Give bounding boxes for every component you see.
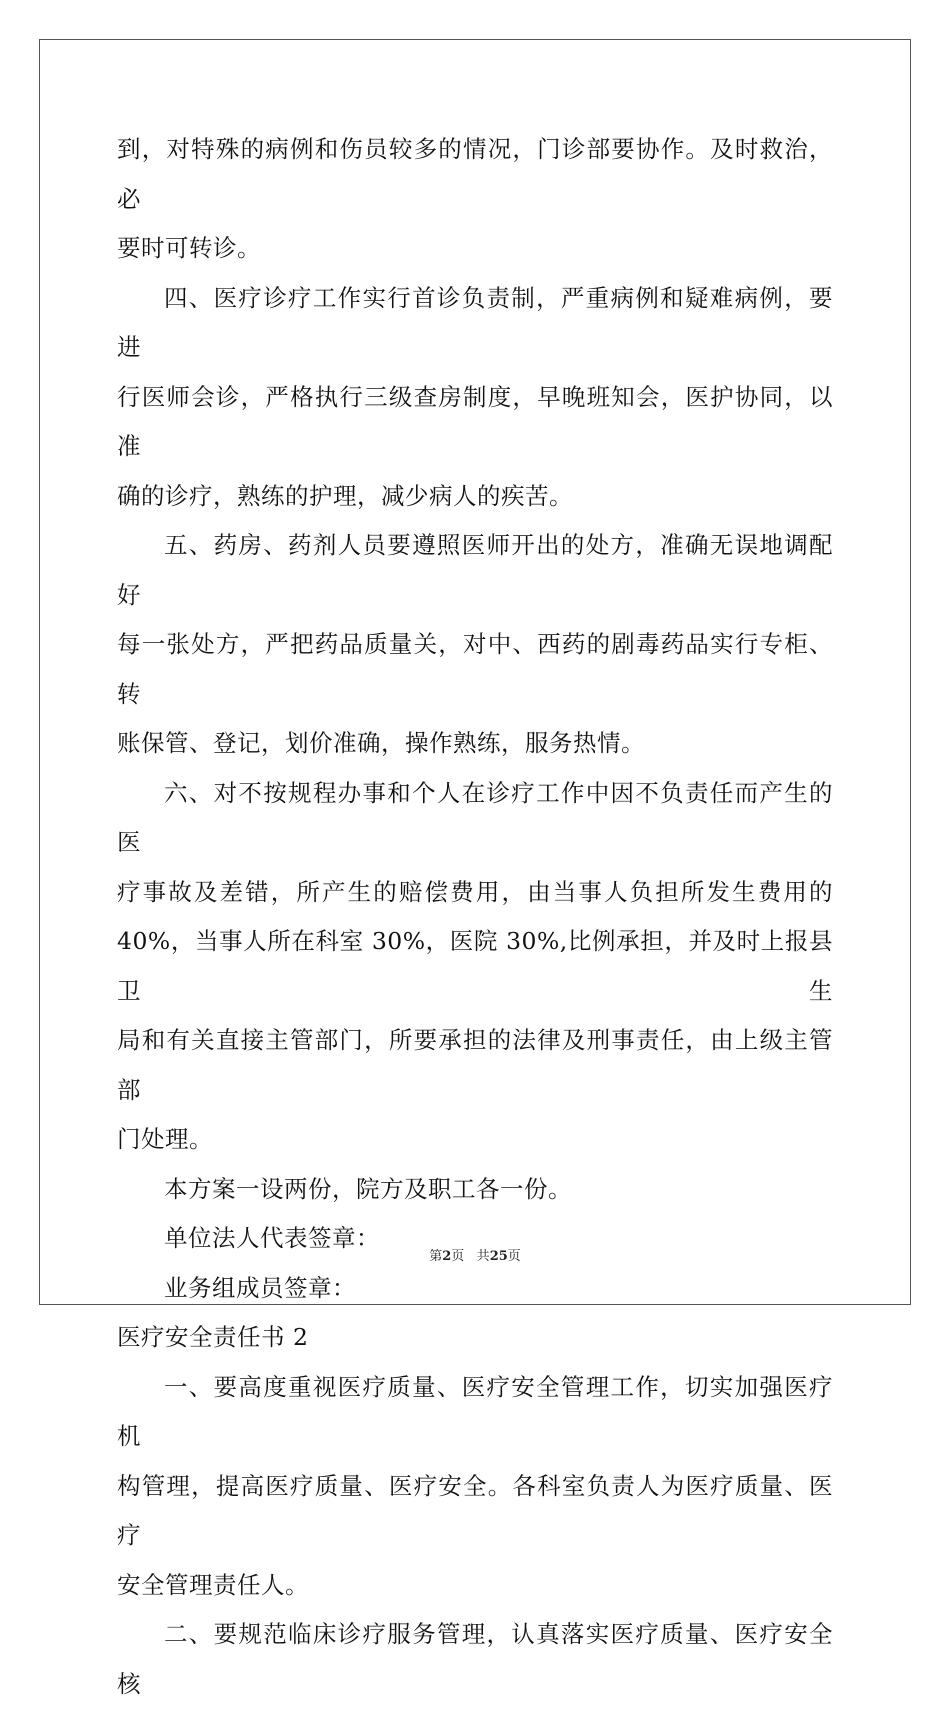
paragraph-line: 单位法人代表签章：	[164, 1224, 380, 1252]
paragraph-line: 每一张处方，严把药品质量关，对中、西药的剧毒药品实行专柜、转	[117, 630, 833, 708]
paragraph-line: 五、药房、药剂人员要遵照医师开出的处方，准确无误地调配好	[117, 531, 833, 609]
paragraph-line: 行医师会诊，严格执行三级查房制度，早晚班知会，医护协同，以准	[117, 382, 833, 460]
paragraph-line: 安全管理责任人。	[117, 1570, 309, 1599]
paragraph-line: 构管理，提高医疗质量、医疗安全。各科室负责人为医疗质量、医疗	[117, 1471, 833, 1549]
document-body	[117, 125, 833, 1709]
paragraph	[117, 1165, 833, 1215]
paragraph-line: 一、要高度重视医疗质量、医疗安全管理工作，切实加强医疗机	[117, 1372, 833, 1450]
footer-prefix: 第	[429, 1249, 443, 1264]
paragraph	[117, 1264, 833, 1314]
current-page-number: 2	[442, 1249, 452, 1264]
paragraph-line: 要时可转诊。	[117, 234, 261, 262]
paragraph-line: 确的诊疗，熟练的护理，减少病人的疾苦。	[117, 481, 573, 510]
paragraph-line: 医疗安全责任书 2	[117, 1323, 309, 1351]
paragraph-line: 门处理。	[117, 1125, 213, 1153]
footer-total-unit: 页	[507, 1249, 521, 1264]
paragraph-line: 六、对不按规程办事和个人在诊疗工作中因不负责任而产生的医	[117, 778, 833, 856]
paragraph-line: 二、要规范临床诊疗服务管理，认真落实医疗质量、医疗安全核	[117, 1620, 833, 1698]
paragraph-line: 账保管、登记，划价准确，操作熟练，服务热情。	[117, 729, 645, 757]
total-page-count: 25	[489, 1249, 508, 1264]
paragraph	[117, 521, 833, 769]
paragraph-line: 疗事故及差错，所产生的赔偿费用，由当事人负担所发生费用的	[117, 877, 833, 906]
paragraph	[117, 1363, 833, 1611]
paragraph	[117, 1610, 833, 1709]
paragraph	[117, 1313, 833, 1363]
footer-page-unit: 页	[451, 1249, 465, 1264]
paragraph-line: 到，对特殊的病例和伤员较多的情况，门诊部要协作。及时救治，必	[117, 135, 833, 213]
paragraph-line: 本方案一设两份，院方及职工各一份。	[164, 1174, 572, 1203]
footer-total-prefix: 共	[476, 1249, 490, 1264]
paragraph-line: 40%，当事人所在科室 30%，医院 30%,比例承担，并及时上报县卫生	[117, 927, 833, 1005]
paragraph-line: 四、医疗诊疗工作实行首诊负责制，严重病例和疑难病例，要进	[117, 283, 833, 361]
paragraph	[117, 274, 833, 522]
paragraph	[117, 125, 833, 274]
paragraph-line: 业务组成员签章：	[164, 1273, 356, 1302]
paragraph	[117, 769, 833, 1165]
paragraph-line: 局和有关直接主管部门，所要承担的法律及刑事责任，由上级主管部	[117, 1026, 833, 1104]
page-footer	[0, 1245, 950, 1264]
